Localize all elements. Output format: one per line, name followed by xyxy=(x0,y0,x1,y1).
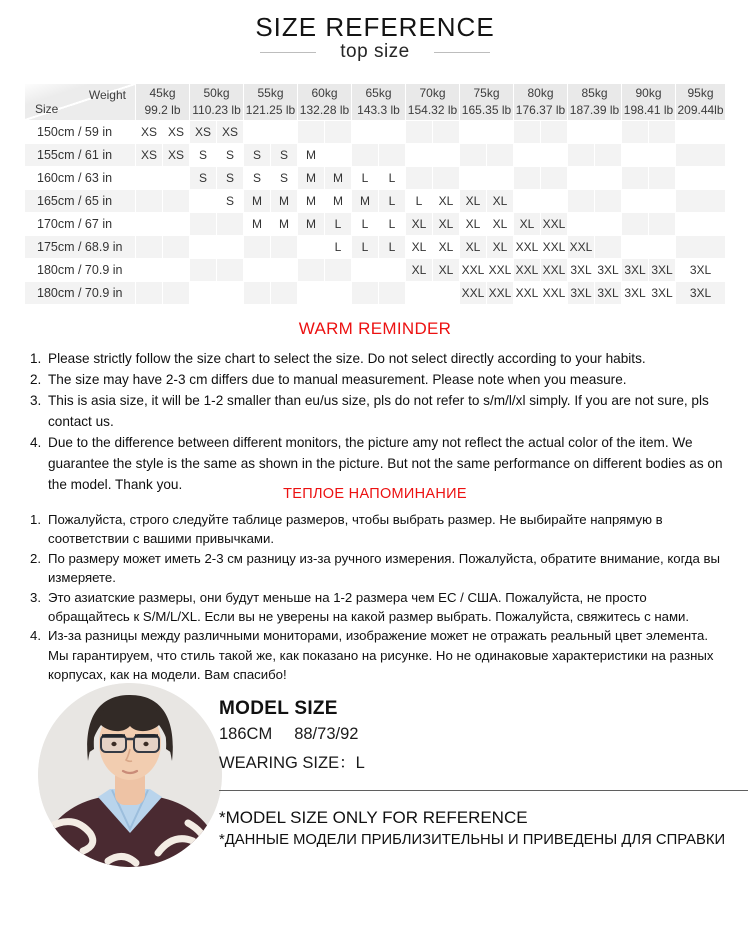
size-cell: M xyxy=(244,190,270,212)
row-label: 160cm / 63 in xyxy=(25,167,135,189)
size-cell: S xyxy=(244,144,270,166)
size-cell: XXL xyxy=(460,259,486,281)
subtitle xyxy=(0,41,750,63)
size-cell xyxy=(487,144,513,166)
russian-reminder-list xyxy=(30,510,727,685)
size-cell: XXL xyxy=(514,259,540,281)
size-cell xyxy=(163,213,189,235)
size-cell: XXL xyxy=(541,236,567,258)
size-cell xyxy=(190,236,216,258)
size-cell xyxy=(514,167,540,189)
size-cell xyxy=(541,121,567,143)
size-cell: XS xyxy=(136,121,162,143)
size-cell xyxy=(298,259,324,281)
row-label: 165cm / 65 in xyxy=(25,190,135,212)
size-cell xyxy=(649,190,675,212)
subtitle-right-line xyxy=(434,52,490,53)
model-portrait-illustration xyxy=(38,683,222,867)
weight-header-cell: 55kg 121.25 lb xyxy=(244,84,297,120)
size-cell xyxy=(217,259,243,281)
size-cell: M xyxy=(352,190,378,212)
size-cell xyxy=(568,144,594,166)
size-cell: XXL xyxy=(487,259,513,281)
size-cell: 3XL xyxy=(595,259,621,281)
size-cell xyxy=(217,213,243,235)
size-cell xyxy=(136,282,162,304)
size-cell xyxy=(298,236,324,258)
size-cell: XXL xyxy=(460,282,486,304)
size-cell xyxy=(271,236,297,258)
size-cell: S xyxy=(217,167,243,189)
russian-reminder-item xyxy=(30,588,727,627)
size-cell xyxy=(244,259,270,281)
size-cell: L xyxy=(379,167,405,189)
size-cell: L xyxy=(352,213,378,235)
wearing-size-label: WEARING SIZE： xyxy=(219,754,356,772)
size-cell: 3XL xyxy=(676,282,725,304)
warm-reminder-item xyxy=(30,391,724,433)
model-body-measurements: 88/73/92 xyxy=(294,725,359,743)
size-cell xyxy=(379,259,405,281)
model-photo xyxy=(38,683,222,867)
size-cell xyxy=(271,121,297,143)
size-cell: 3XL xyxy=(649,259,675,281)
size-cell xyxy=(217,282,243,304)
warm-reminder-list xyxy=(30,349,724,495)
size-cell: 3XL xyxy=(595,282,621,304)
size-cell xyxy=(622,167,648,189)
size-cell: XL xyxy=(487,190,513,212)
size-cell: L xyxy=(352,167,378,189)
size-cell xyxy=(325,144,351,166)
size-cell xyxy=(352,144,378,166)
size-cell xyxy=(298,282,324,304)
size-cell xyxy=(595,236,621,258)
warm-reminder-item xyxy=(30,349,724,370)
size-cell xyxy=(244,121,270,143)
size-cell: XS xyxy=(163,144,189,166)
size-cell xyxy=(352,121,378,143)
size-cell xyxy=(379,282,405,304)
model-height: 186CM xyxy=(219,725,273,743)
size-cell xyxy=(406,167,432,189)
size-cell xyxy=(325,259,351,281)
size-cell xyxy=(190,213,216,235)
size-cell: M xyxy=(298,213,324,235)
model-wearing-size xyxy=(219,749,365,773)
size-cell xyxy=(649,121,675,143)
model-measurements xyxy=(219,725,365,744)
size-cell xyxy=(163,259,189,281)
size-cell xyxy=(190,282,216,304)
russian-reminder-item-text: Это азиатские размеры, они будут меньше на 1-2 размера чем ЕС / США. Пожалуйста, не просто обращайтесь к S/M/L/XL. Если вы не уверены на какой размер выбрать. Пожалуйста, свяжитесь с нами. xyxy=(48,589,690,625)
size-cell xyxy=(676,144,725,166)
size-cell: XXL xyxy=(514,282,540,304)
size-cell xyxy=(136,236,162,258)
size-cell xyxy=(379,121,405,143)
size-cell: 3XL xyxy=(622,282,648,304)
size-cell: XL xyxy=(406,213,432,235)
size-reference-table xyxy=(25,84,725,304)
warm-reminder-item-text: This is asia size, it will be 1-2 smaller than eu/us size, pls do not refer to s/m/l/xl simply. If you are not sure, pls contact us. xyxy=(48,392,709,429)
size-cell xyxy=(163,190,189,212)
size-cell: S xyxy=(217,190,243,212)
size-cell xyxy=(568,190,594,212)
size-cell xyxy=(271,259,297,281)
size-cell: M xyxy=(298,190,324,212)
russian-reminder-item xyxy=(30,549,727,588)
size-cell xyxy=(352,282,378,304)
size-cell xyxy=(622,121,648,143)
size-cell: L xyxy=(379,190,405,212)
size-cell xyxy=(163,236,189,258)
page-title: SIZE REFERENCE xyxy=(255,12,495,42)
size-cell xyxy=(136,167,162,189)
size-cell xyxy=(136,213,162,235)
size-cell xyxy=(433,282,459,304)
size-cell: XS xyxy=(163,121,189,143)
size-cell xyxy=(244,236,270,258)
size-cell xyxy=(514,144,540,166)
size-cell: XL xyxy=(487,213,513,235)
size-cell: L xyxy=(406,190,432,212)
size-cell xyxy=(433,167,459,189)
size-cell: XS xyxy=(190,121,216,143)
size-cell: L xyxy=(325,213,351,235)
wearing-size-value: L xyxy=(355,754,365,772)
russian-reminder-item-number: 4. xyxy=(30,628,41,644)
size-cell: M xyxy=(325,167,351,189)
size-cell: M xyxy=(271,213,297,235)
warm-reminder-item-text: The size may have 2-3 cm differs due to manual measurement. Please note when you measure. xyxy=(48,371,627,387)
size-cell xyxy=(271,282,297,304)
size-cell xyxy=(163,282,189,304)
size-cell xyxy=(406,282,432,304)
size-cell xyxy=(568,213,594,235)
size-cell: S xyxy=(190,167,216,189)
size-cell: XL xyxy=(487,236,513,258)
warm-reminder-item-text: Due to the difference between different monitors, the picture amy not reflect the actual color of the item. We guarantee the style is the same as shown in the picture. But not the same performance on different bodies as on the model. Thank you. xyxy=(48,434,723,492)
size-cell: XL xyxy=(460,190,486,212)
size-cell xyxy=(487,167,513,189)
size-cell xyxy=(649,167,675,189)
size-cell xyxy=(217,236,243,258)
size-cell xyxy=(352,259,378,281)
size-cell xyxy=(649,144,675,166)
size-cell xyxy=(379,144,405,166)
size-cell: 3XL xyxy=(676,259,725,281)
warm-reminder-item-number: 3. xyxy=(30,392,42,408)
size-cell xyxy=(595,121,621,143)
footer-note-en: *MODEL SIZE ONLY FOR REFERENCE xyxy=(219,808,528,827)
weight-header-cell: 85kg 187.39 lb xyxy=(568,84,621,120)
size-cell: M xyxy=(325,190,351,212)
size-cell xyxy=(136,190,162,212)
size-cell xyxy=(676,121,725,143)
warm-reminder-item-number: 1. xyxy=(30,351,42,366)
size-cell: XXL xyxy=(541,259,567,281)
size-cell: XL xyxy=(460,213,486,235)
size-cell: S xyxy=(271,167,297,189)
size-cell: M xyxy=(298,144,324,166)
size-cell xyxy=(541,190,567,212)
weight-header-cell: 60kg 132.28 lb xyxy=(298,84,351,120)
weight-header-cell: 70kg 154.32 lb xyxy=(406,84,459,120)
weight-header-cell: 95kg 209.44lb xyxy=(676,84,725,120)
size-cell xyxy=(622,213,648,235)
size-cell xyxy=(190,259,216,281)
size-cell: XL xyxy=(460,236,486,258)
size-cell xyxy=(325,121,351,143)
size-cell: S xyxy=(217,144,243,166)
size-cell xyxy=(163,167,189,189)
russian-reminder-item-number: 1. xyxy=(30,512,41,527)
size-cell: L xyxy=(352,236,378,258)
size-cell xyxy=(514,121,540,143)
size-cell xyxy=(136,259,162,281)
size-cell xyxy=(568,121,594,143)
size-cell xyxy=(325,282,351,304)
size-cell: M xyxy=(244,213,270,235)
size-cell xyxy=(487,121,513,143)
subtitle-left-line xyxy=(260,52,316,53)
size-cell: XXL xyxy=(487,282,513,304)
russian-reminder-item-text: По размеру может иметь 2-3 см разницу из-за ручного измерения. Пожалуйста, обратите внимание, когда вы измеряете. xyxy=(48,550,720,586)
footer-divider xyxy=(219,790,748,791)
size-cell: XS xyxy=(217,121,243,143)
row-label: 170cm / 67 in xyxy=(25,213,135,235)
size-cell: S xyxy=(244,167,270,189)
size-cell: S xyxy=(190,144,216,166)
size-cell: XL xyxy=(433,213,459,235)
size-cell: XL xyxy=(514,213,540,235)
size-cell xyxy=(649,213,675,235)
russian-reminder-item-text: Пожалуйста, строго следуйте таблице размеров, чтобы выбрать размер. Не выбирайте напрямую в соответствии с вашими привычками. xyxy=(48,512,663,547)
size-cell: XL xyxy=(406,236,432,258)
size-cell xyxy=(460,144,486,166)
row-label: 180cm / 70.9 in xyxy=(25,259,135,281)
size-cell: XXL xyxy=(514,236,540,258)
size-cell: 3XL xyxy=(649,282,675,304)
size-cell xyxy=(568,167,594,189)
row-label: 175cm / 68.9 in xyxy=(25,236,135,258)
russian-reminder-item xyxy=(30,626,727,684)
size-cell: XS xyxy=(136,144,162,166)
russian-reminder-item-text: Из-за разницы между различными мониторами, изображение может не отражать реальный цвет элемента. Мы гарантируем, что стиль такой же, как показано на рисунке. Но не одинаковые характеристики на разных корпусах, как на модели. Вам спасибо! xyxy=(48,628,714,683)
russian-reminder-item-number: 3. xyxy=(30,589,41,605)
size-cell: XXL xyxy=(541,213,567,235)
size-cell xyxy=(190,190,216,212)
size-cell xyxy=(298,121,324,143)
weight-header-cell: 65kg 143.3 lb xyxy=(352,84,405,120)
size-cell xyxy=(676,236,725,258)
size-cell xyxy=(595,144,621,166)
row-label: 180cm / 70.9 in xyxy=(25,282,135,304)
table-corner-cell: Weight Size xyxy=(25,84,135,120)
warm-reminder-item-text: Please strictly follow the size chart to select the size. Do not select directly according to your habits. xyxy=(48,351,646,366)
size-cell xyxy=(676,213,725,235)
size-cell: L xyxy=(379,236,405,258)
size-cell xyxy=(433,121,459,143)
size-cell: M xyxy=(271,190,297,212)
size-cell xyxy=(406,144,432,166)
size-cell xyxy=(676,190,725,212)
russian-reminder-item-number: 2. xyxy=(30,550,41,566)
size-cell: XL xyxy=(433,259,459,281)
size-cell: L xyxy=(379,213,405,235)
size-cell xyxy=(433,144,459,166)
size-cell: 3XL xyxy=(568,282,594,304)
weight-header-cell: 80kg 176.37 lb xyxy=(514,84,567,120)
russian-reminder-title: ТЕПЛОЕ НАПОМИНАНИЕ xyxy=(283,486,467,502)
size-cell xyxy=(514,190,540,212)
size-cell: XXL xyxy=(568,236,594,258)
size-cell xyxy=(622,190,648,212)
weight-header-cell: 45kg 99.2 lb xyxy=(136,84,189,120)
size-cell: L xyxy=(325,236,351,258)
size-cell: 3XL xyxy=(568,259,594,281)
size-cell xyxy=(676,167,725,189)
size-cell xyxy=(460,167,486,189)
size-cell xyxy=(460,121,486,143)
warm-reminder-title: WARM REMINDER xyxy=(298,319,452,338)
size-cell: XL xyxy=(406,259,432,281)
model-size-title: MODEL SIZE xyxy=(219,698,338,719)
size-cell xyxy=(622,236,648,258)
size-cell: 3XL xyxy=(622,259,648,281)
subtitle-label: top size xyxy=(340,41,410,62)
size-cell: XL xyxy=(433,236,459,258)
model-size-info xyxy=(219,698,365,773)
size-cell xyxy=(406,121,432,143)
weight-header-cell: 90kg 198.41 lb xyxy=(622,84,675,120)
size-cell xyxy=(244,282,270,304)
footer-note-ru: *ДАННЫЕ МОДЕЛИ ПРИБЛИЗИТЕЛЬНЫ И ПРИВЕДЕНЫ ДЛЯ СПРАВКИ xyxy=(219,832,726,848)
size-cell: XXL xyxy=(541,282,567,304)
size-cell: S xyxy=(271,144,297,166)
size-cell xyxy=(541,144,567,166)
size-cell xyxy=(595,213,621,235)
size-cell xyxy=(595,190,621,212)
size-cell xyxy=(649,236,675,258)
warm-reminder-item-number: 2. xyxy=(30,371,42,387)
size-cell: XL xyxy=(433,190,459,212)
warm-reminder-item xyxy=(30,370,724,391)
row-label: 150cm / 59 in xyxy=(25,121,135,143)
size-cell: M xyxy=(298,167,324,189)
weight-header-cell: 50kg 110.23 lb xyxy=(190,84,243,120)
size-cell xyxy=(595,167,621,189)
size-cell xyxy=(622,144,648,166)
weight-header-cell: 75kg 165.35 lb xyxy=(460,84,513,120)
russian-reminder-item xyxy=(30,510,727,549)
size-cell xyxy=(541,167,567,189)
warm-reminder-item-number: 4. xyxy=(30,434,42,450)
row-label: 155cm / 61 in xyxy=(25,144,135,166)
